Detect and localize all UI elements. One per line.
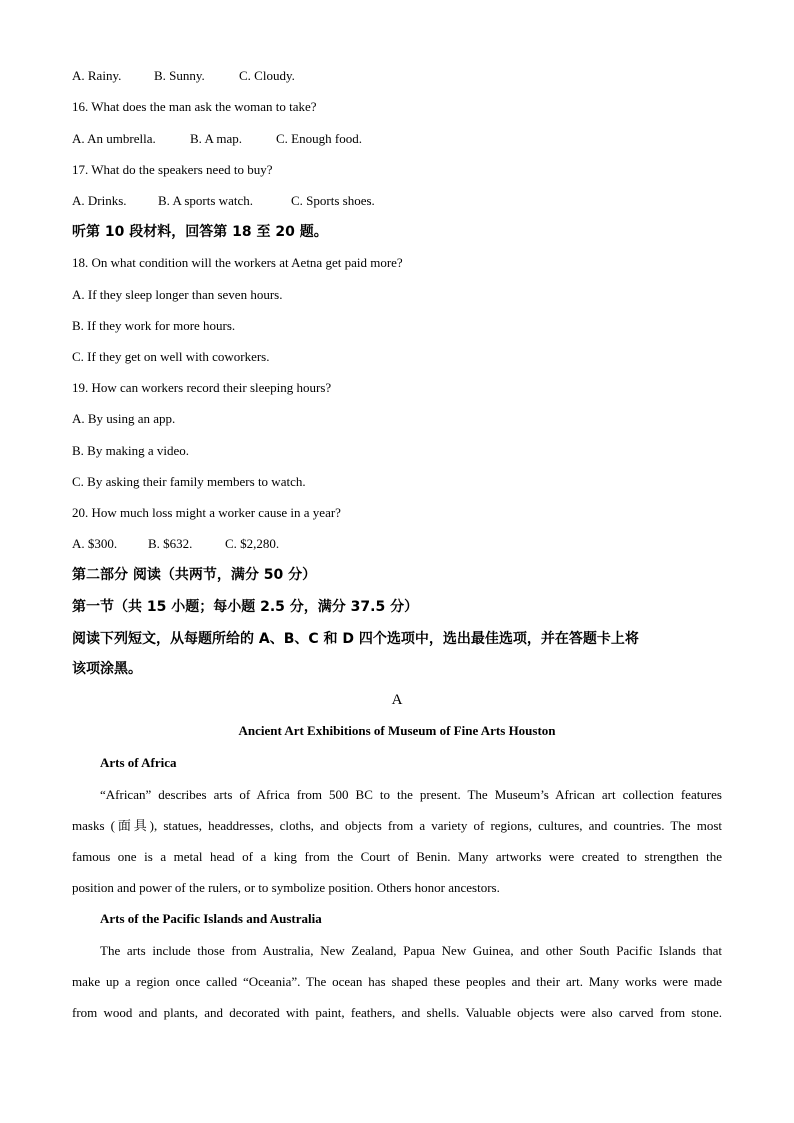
africa-line-4: position and power of the rulers, or to symbolize position. Others honor ancestors. (72, 880, 500, 895)
q15-options (72, 68, 295, 84)
q17-option-a: A. Drinks. (72, 193, 127, 208)
q18-option-b: B. If they work for more hours. (72, 318, 236, 333)
q20-option-b: B. $632. (148, 536, 193, 551)
q19-option-c: C. By asking their family members to watch. (72, 474, 306, 489)
q19-option-b: B. By making a video. (72, 443, 189, 458)
reading-instruction-line1: 阅读下列短文，从每题所给的 A、B、C 和 D 四个选项中，选出最佳选项，并在答题卡上将 (72, 631, 639, 647)
pacific-line-1: The arts include those from Australia, New Zealand, Papua New Guinea, and other South Pacific Islands that (100, 943, 722, 958)
part2-title: 第二部分 阅读（共两节，满分 50 分） (72, 567, 317, 583)
africa-line-2: masks (面具), statues, headdresses, cloths, and objects from a variety of regions, cultures, and countries. The most (72, 818, 722, 833)
q16-options (72, 131, 362, 147)
q20-options (72, 536, 279, 552)
q16-option-b: B. A map. (190, 131, 243, 146)
africa-heading: Arts of Africa (100, 755, 177, 770)
q15-option-c: C. Cloudy. (239, 68, 295, 83)
q17-option-c: C. Sports shoes. (291, 193, 375, 208)
pacific-paragraph (72, 935, 722, 1028)
q15-option-a: A. Rainy. (72, 68, 122, 83)
pacific-line-3: from wood and plants, and decorated with paint, feathers, and shells. Valuable objects were also carved from stone. (72, 1005, 722, 1020)
section1-title: 第一节（共 15 小题；每小题 2.5 分，满分 37.5 分） (72, 599, 419, 615)
africa-line-3: famous one is a metal head of a king from the Court of Benin. Many artworks were created to strengthen the (72, 849, 722, 864)
q19-question: 19. How can workers record their sleeping hours? (72, 380, 332, 395)
q20-option-c: C. $2,280. (225, 536, 280, 551)
q18-option-a: A. If they sleep longer than seven hours. (72, 287, 283, 302)
q19-option-a: A. By using an app. (72, 411, 176, 426)
pacific-heading: Arts of the Pacific Islands and Australia (100, 911, 322, 926)
q18-question: 18. On what condition will the workers at Aetna get paid more? (72, 255, 403, 270)
q16-option-c: C. Enough food. (276, 131, 362, 146)
q16-option-a: A. An umbrella. (72, 131, 156, 146)
q20-question: 20. How much loss might a worker cause in a year? (72, 505, 341, 520)
africa-line-1: “African” describes arts of Africa from 500 BC to the present. The Museum’s African art collection features (100, 787, 722, 802)
pacific-line-2: make up a region once called “Oceania”. The ocean has shaped these peoples and their art. Many works were made (72, 974, 722, 989)
section10-instruction: 听第 10 段材料，回答第 18 至 20 题。 (72, 224, 328, 240)
q17-options (72, 193, 375, 209)
africa-paragraph (72, 779, 722, 903)
q16-question: 16. What does the man ask the woman to take? (72, 99, 317, 114)
reading-instruction-line2: 该项涂黑。 (72, 661, 142, 677)
q18-option-c: C. If they get on well with coworkers. (72, 349, 270, 364)
q20-option-a: A. $300. (72, 536, 118, 551)
q17-question: 17. What do the speakers need to buy? (72, 162, 273, 177)
passage-title: Ancient Art Exhibitions of Museum of Fine Arts Houston (238, 723, 556, 738)
q15-option-b: B. Sunny. (154, 68, 205, 83)
q17-option-b: B. A sports watch. (158, 193, 253, 208)
passage-letter: A (391, 692, 403, 708)
